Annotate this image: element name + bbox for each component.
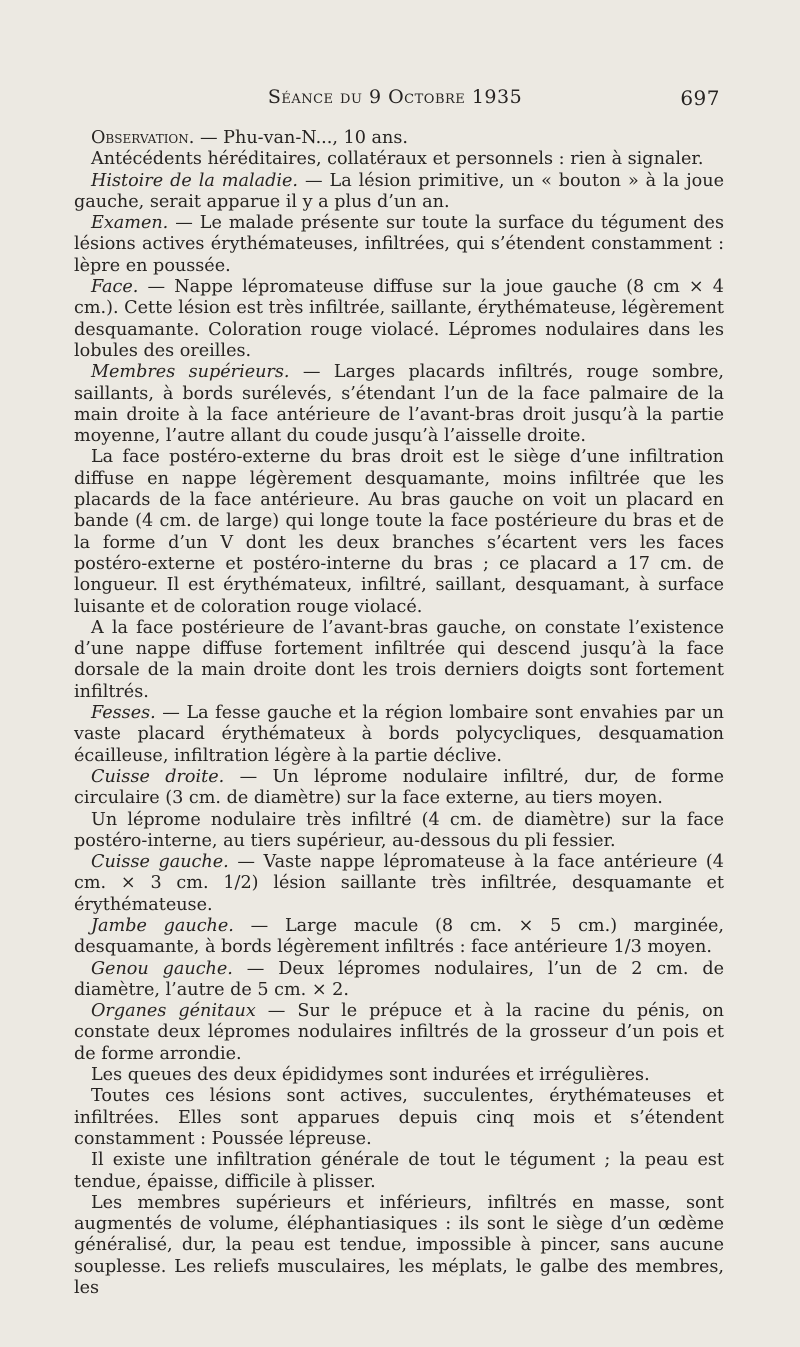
paragraph: [74, 703, 724, 767]
paragraph-text: — Phu-van-N..., 10 ans.: [194, 128, 408, 148]
paragraph: [74, 277, 724, 362]
section-lead: Jambe gauche.: [91, 915, 234, 936]
paragraph: [74, 1001, 724, 1065]
paragraph-text: Les membres supérieurs et inférieurs, infiltrés en masse, sont augmentés de volume, éléphantiasiques : ils sont le siège d’un œdème généralisé, dur, la peau est tendue, impossible à pincer, sans aucune souplesse. Les reliefs musculaires, les méplats, le galbe des membres, les: [74, 1192, 724, 1299]
paragraph-text: — La lésion primitive, un « bouton » à la joue gauche, serait apparue il y a plus d’un an.: [74, 170, 724, 212]
paragraph-text: — Large macule (8 cm. × 5 cm.) marginée, desquamante, à bords légèrement infiltrés : face antérieure 1/3 moyen.: [74, 915, 725, 958]
paragraph: [74, 362, 724, 447]
paragraph: [74, 1065, 724, 1086]
paragraph: [74, 959, 724, 1002]
paragraph: [74, 1086, 724, 1150]
section-lead: Face.: [91, 277, 139, 298]
running-title: Séance du 9 Octobre 1935: [267, 86, 523, 108]
paragraph: [74, 128, 724, 149]
paragraph-text: — Le malade présente sur toute la surface du tégument des lésions actives érythémateuses, infiltrées, qui s’étendent constamment : lèpre en poussée.: [74, 213, 724, 276]
page-number: 697: [680, 86, 720, 110]
paragraph: [74, 810, 724, 853]
paragraph-text: — Larges placards infiltrés, rouge sombre, saillants, à bords surélevés, s’étendant l’un de la face palmaire de la main droite à la face antérieure de l’avant-bras droit jusqu’à la partie moyenne, l’autre allant du coude jusqu’à l’aisselle droite.: [74, 362, 724, 447]
paragraph-text: Toutes ces lésions sont actives, succulentes, érythémateuses et infiltrées. Elles sont apparues depuis cinq mois et s’étendent constamment : Poussée lépreuse.: [74, 1086, 724, 1149]
section-lead: Membres supérieurs.: [91, 362, 290, 383]
section-lead: Fesses.: [91, 703, 156, 724]
paragraph: [74, 1193, 724, 1299]
paragraph: [74, 852, 724, 916]
section-lead: Genou gauche.: [91, 958, 233, 979]
section-lead: Cuisse droite.: [91, 766, 225, 787]
paragraph: [74, 447, 724, 617]
paragraph-text: A la face postérieure de l’avant-bras gauche, on constate l’existence d’une nappe diffuse fortement infiltrée qui descend jusqu’à la face dorsale de la main droite dont les trois derniers doigts sont fortement infiltrés.: [74, 617, 724, 702]
section-lead: Examen.: [91, 213, 169, 234]
paragraph-text: Un léprome nodulaire très infiltré (4 cm. de diamètre) sur la face postéro-interne, au tiers supérieur, au-dessous du pli fessier.: [74, 809, 724, 851]
paragraph: [74, 916, 724, 959]
page-header: [70, 86, 720, 116]
paragraph: [74, 767, 724, 810]
paragraph-text: Antécédents héréditaires, collatéraux et personnels : rien à signaler.: [91, 149, 704, 170]
paragraph: [74, 1150, 724, 1193]
paragraph-text: Les queues des deux épididymes sont indurées et irrégulières.: [91, 1065, 650, 1086]
paragraph-text: Il existe une infiltration générale de tout le tégument ; la peau est tendue, épaisse, difficile à plisser.: [74, 1150, 724, 1192]
section-lead: Organes génitaux: [91, 1001, 256, 1022]
paragraph-text: — Un léprome nodulaire infiltré, dur, de forme circulaire (3 cm. de diamètre) sur la face externe, au tiers moyen.: [74, 766, 724, 809]
paragraph-text: — La fesse gauche et la région lombaire sont envahies par un vaste placard érythémateux à bords polycycliques, desquamation écailleuse, infiltration légère à la partie déclive.: [74, 703, 724, 766]
paragraph-text: La face postéro-externe du bras droit est le siège d’une infiltration diffuse en nappe légèrement desquamante, moins infiltrée que les placards de la face antérieure. Au bras gauche on voit un placard en bande (4 cm. de large) qui longe toute la face postérieure du bras et de la forme d’un V dont les deux branches s’écartent vers les faces postéro-externe et postéro-interne du bras ; ce placard a 17 cm. de longueur. Il est érythémateux, infiltré, saillant, desquamant, à surface luisante et de coloration rouge violacé.: [74, 447, 724, 617]
paragraph: [74, 149, 724, 170]
paragraph: [74, 213, 724, 277]
section-lead: Histoire de la maladie.: [91, 170, 298, 191]
paragraph: [74, 171, 724, 214]
section-lead: Observation.: [91, 128, 195, 148]
paragraph-text: — Deux lépromes nodulaires, l’un de 2 cm. de diamètre, l’autre de 5 cm. × 2.: [74, 958, 724, 1000]
paragraph: [74, 618, 724, 703]
section-lead: Cuisse gauche.: [91, 852, 229, 873]
paragraph-text: — Nappe lépromateuse diffuse sur la joue gauche (8 cm × 4 cm.). Cette lésion est très infiltrée, saillante, érythémateuse, légèrement desquamante. Coloration rouge violacé. Lépromes nodulaires dans les lobules des oreilles.: [74, 277, 724, 361]
paragraph-text: — Vaste nappe lépromateuse à la face antérieure (4 cm. × 3 cm. 1/2) lésion saillante très infiltrée, desquamante et érythémateuse.: [74, 852, 724, 915]
body-text: [74, 128, 724, 1299]
paragraph-text: — Sur le prépuce et à la racine du pénis, on constate deux lépromes nodulaires infiltrés de la grosseur d’un pois et de forme arrondie.: [74, 1001, 724, 1064]
